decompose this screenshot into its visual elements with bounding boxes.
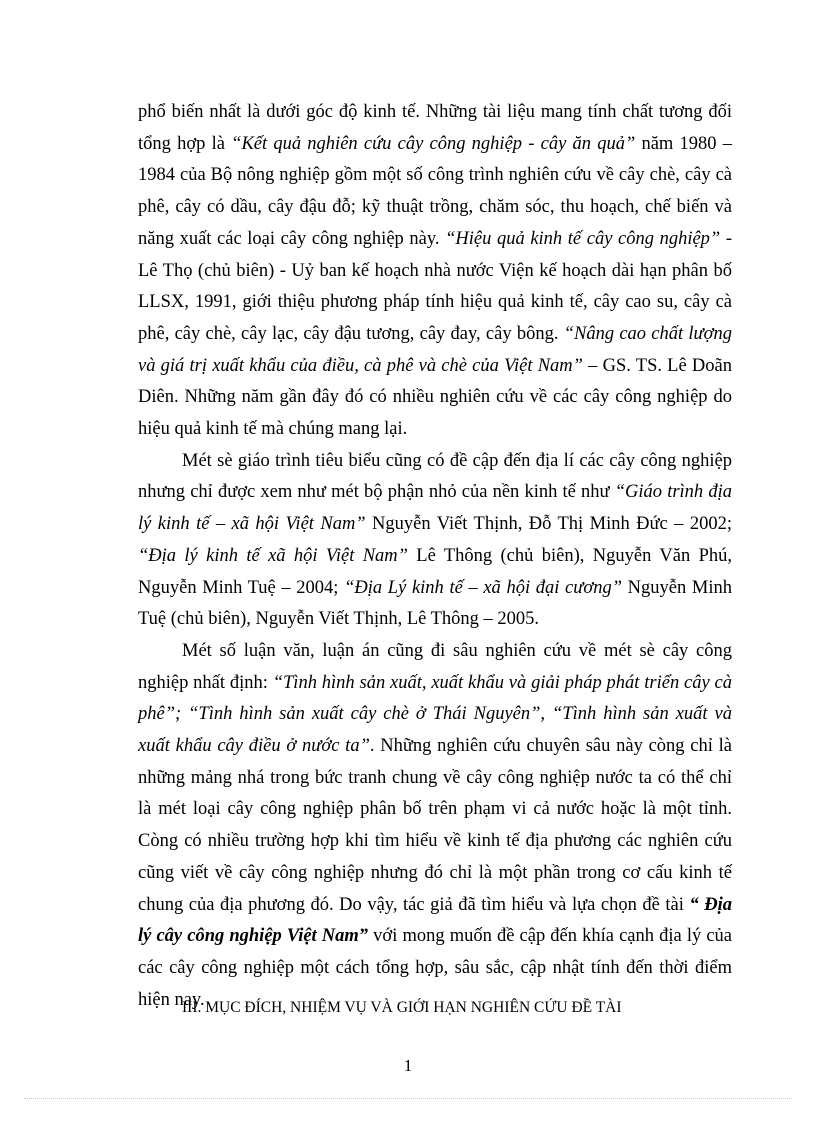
text-run: Lê Thông (chủ biên), Nguyễn Văn Phú, Nguyễn Minh Tuệ – 2004; [138,545,732,598]
section-heading: III. MỤC ĐÍCH, NHIỆM VỤ VÀ GIỚI HẠN NGHIÊN CỨU ĐỀ TÀI [182,999,622,1016]
text-run: - Lê Thọ (chủ biên) - Uỷ ban kế hoạch nhà nước Viện kế hoạch dài hạn phân bố LLSX, 1991, giới thiệu phương pháp tính hiệu quả kinh tế, cây cao su, cây cà phê, cây chè, cây lạc, cây đậu tương, cây đay, cây bông. [138,228,732,344]
text-run: phổ biến nhất là dưới góc độ kinh tế. Những tài liệu mang tính chất tương đối tổng hợp là [138,102,732,154]
text-run: Mét số luận văn, luận án cũng đi sâu nghiên cứu về mét sè cây công nghiệp nhất định: [138,640,732,693]
cited-title: “Hiệu quả kinh tế cây công nghiệp” [445,228,721,249]
text-run: với mong muốn đề cập đến khía cạnh địa lý của các cây công nghiệp một cách tổng hợp, sâu sắc, cập nhật tính đến thời điểm hiện nay. [138,926,732,1010]
text-run: Mét sè giáo trình tiêu biểu cũng có đề cập đến địa lí các cây công nghiệp nhưng chỉ được xem như mét bộ phận nhỏ của nền kinh tế như [138,450,732,503]
body-text [138,97,732,1016]
thesis-title: “ Địa lý cây công nghiệp Việt Nam” [138,894,733,947]
cited-title: “Kết quả nghiên cứu cây công nghiệp - cây ăn quả” [231,133,636,154]
text-run: Nguyễn Minh Tuệ (chủ biên), Nguyễn Viết Thịnh, Lê Thông – 2005. [138,577,732,630]
text-run: – GS. TS. Lê Doãn Diên. Những năm gần đây đó có nhiều nghiên cứu về các cây công nghiệp do hiệu quả kinh tế mà chúng mang lại. [138,355,732,440]
text-run: Nguyễn Viết Thịnh, Đỗ Thị Minh Đức – 2002; [365,514,732,535]
footer-divider [24,1098,792,1099]
page-number: 1 [403,1056,413,1075]
cited-title: “Giáo trình địa lý kinh tế – xã hội Việt Nam” [138,482,732,535]
cited-title: “Tình hình sản xuất, xuất khẩu và giải pháp phát triển cây cà phê”; “Tình hình sản xuất cây chè ở Thái Nguyên”, “Tình hình sản xuất và xuất khẩu cây điều ở nước ta” [138,672,732,757]
cited-title: “Địa Lý kinh tế – xã hội đại cương” [344,577,623,598]
paragraph [138,446,732,636]
text-run: năm 1980 – 1984 của Bộ nông nghiệp gồm một số công trình nghiên cứu về cây chè, cây cà phê, cây có dầu, cây đậu đỗ; kỹ thuật trồng, chăm sóc, thu hoạch, chế biến và năng xuất các loại cây công nghiệp này. [138,133,732,249]
paragraph [138,97,732,446]
cited-title: “Địa lý kinh tế xã hội Việt Nam” [138,545,408,566]
cited-title: “Nâng cao chất lượng và giá trị xuất khẩu của điều, cà phê và chè của Việt Nam” [138,323,733,376]
text-run: . Những nghiên cứu chuyên sâu này còng chỉ là những mảng nhá trong bức tranh chung về cây công nghiệp nước ta có thể chỉ là mét loại cây công nghiệp phân bố trên phạm vi cả nước hoặc là một tỉnh. Còng có nhiều trường hợp khi tìm hiểu về kinh tế địa phương các nghiên cứu cũng viết về cây công nghiệp nhưng đó chỉ là một phần trong cơ cấu kinh tế chung của địa phương đó. Do vậy, tác giả đã tìm hiểu và lựa chọn đề tài [138,736,733,915]
paragraph [138,636,732,1016]
